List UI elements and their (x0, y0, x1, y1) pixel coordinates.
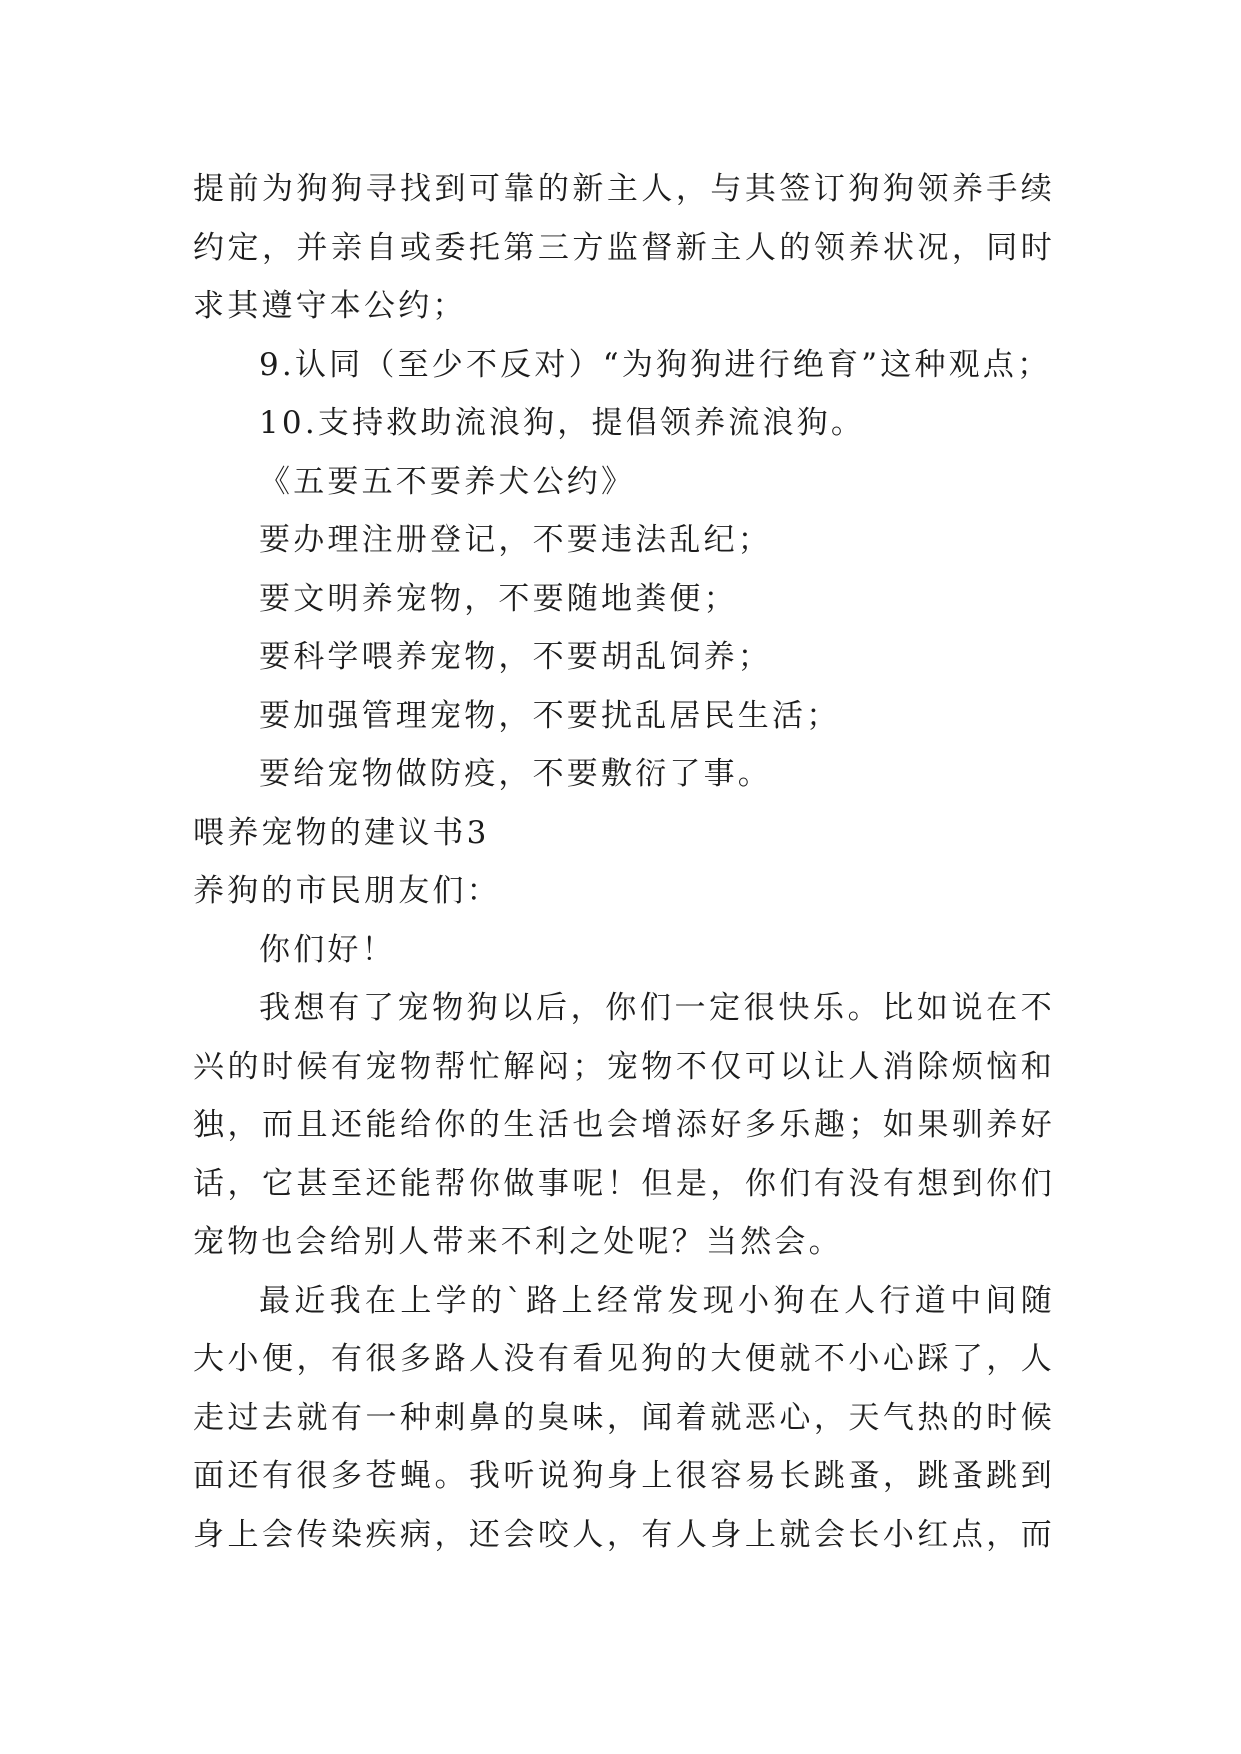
text-line: 要文明养宠物，不要随地粪便； (259, 580, 738, 617)
text-line: 养狗的市民朋友们： (193, 873, 501, 909)
text-line: 面还有很多苍蝇。我听说狗身上很容易长跳蚤，跳蚤跳到 (193, 1458, 1055, 1494)
text-line: 《五要五不要养犬公约》 (259, 463, 636, 500)
text-line: 提前为狗狗寻找到可靠的新主人，与其签订狗狗领养手续 (193, 171, 1055, 207)
text-line: 要办理注册登记，不要违法乱纪； (259, 522, 772, 558)
text-line: 10.支持救助流浪狗，提倡领养流浪狗。 (259, 405, 866, 441)
text-line: 要给宠物做防疫，不要敷衍了事。 (259, 756, 772, 792)
text-line: 约定，并亲自或委托第三方监督新主人的领养状况，同时 (193, 229, 1055, 266)
document-body (193, 160, 1055, 1564)
text-line: 走过去就有一种刺鼻的臭味，闻着就恶心，天气热的时候 (193, 1399, 1055, 1436)
text-line: 我想有了宠物狗以后，你们一定很快乐。比如说在不 (259, 990, 1055, 1026)
text-line: 身上会传染疾病，还会咬人，有人身上就会长小红点，而 (193, 1516, 1055, 1553)
text-line: 大小便，有很多路人没有看见狗的大便就不小心踩了，人 (193, 1341, 1055, 1377)
text-line: 求其遵守本公约； (193, 288, 467, 324)
text-line: 要加强管理宠物，不要扰乱居民生活； (259, 697, 841, 734)
text-line: 兴的时候有宠物帮忙解闷；宠物不仅可以让人消除烦恼和 (193, 1048, 1055, 1085)
text-line: 话，它甚至还能帮你做事呢！但是，你们有没有想到你们 (193, 1165, 1055, 1202)
text-line: 宠物也会给别人带来不利之处呢？当然会。 (193, 1224, 843, 1260)
text-line: 要科学喂养宠物，不要胡乱饲养； (259, 639, 772, 675)
text-line: 9.认同（至少不反对）“为狗狗进行绝育”这种观点； (259, 346, 1052, 383)
text-line: 独，而且还能给你的生活也会增添好多乐趣；如果驯养好 (193, 1107, 1055, 1143)
text-line: 你们好！ (259, 931, 396, 968)
text-line: 最近我在上学的`路上经常发现小狗在人行道中间随 (259, 1282, 1055, 1319)
text-line: 喂养宠物的建议书3 (193, 814, 490, 851)
